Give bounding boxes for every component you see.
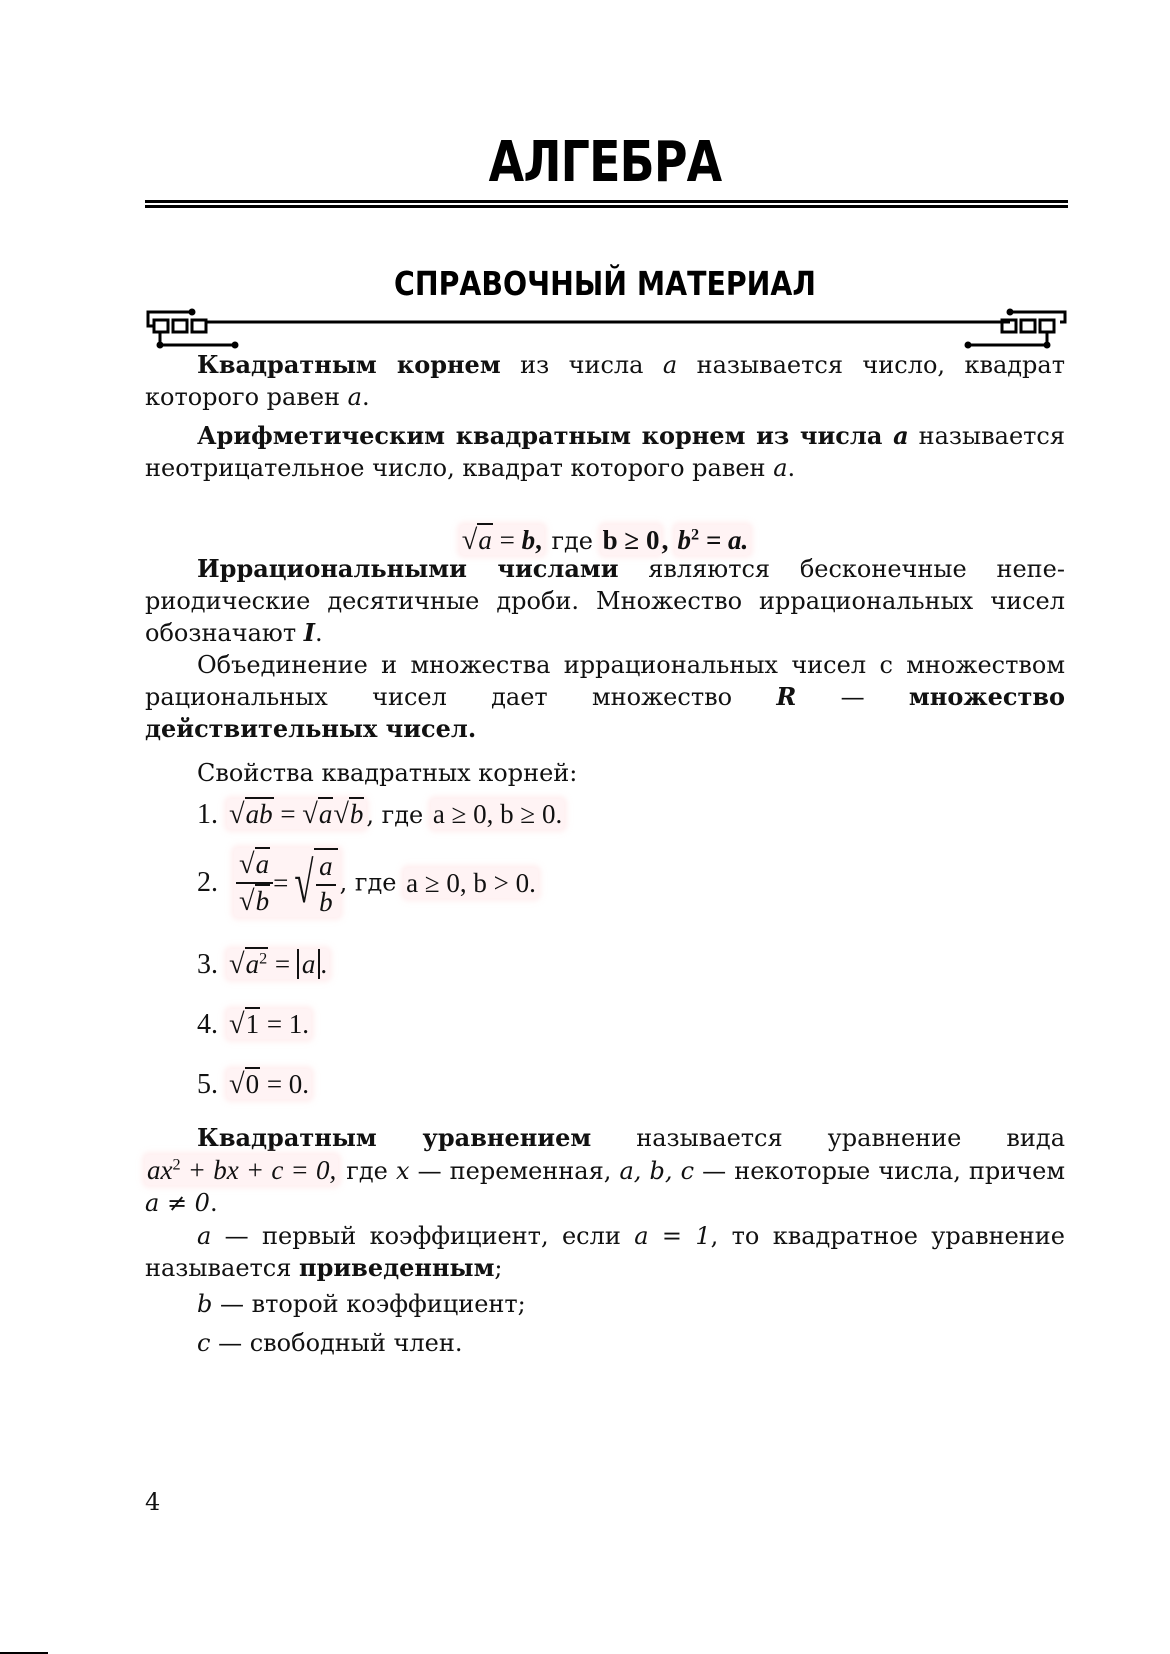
formula-condition-b-nonneg: b ≥ 0 [602,525,660,555]
paragraph-second-coefficient: b — второй коэффициент; [197,1290,526,1318]
paragraph-first-coefficient: a — первый коэффициент, если a = 1, то квадратное уравнение называется приведенным; [145,1222,1065,1282]
ornamental-divider [140,308,1070,354]
section-title: СПРАВОЧНЫЙ МАТЕРИАЛ [394,264,816,303]
formula-condition-b-squared: $b^2 = a$. [677,525,749,555]
term-square-root: Квадратным корнем [197,350,501,379]
sqrt-of-fraction: √ $\frac{a}{b}$ [288,848,337,917]
formula-sqrt-a-eq-b: √a = b, [461,525,542,556]
property-2: 2. $\frac{√a}{√b}$ = √ $\frac{a}{b}$ , где a ≥ 0, b > 0. [197,848,536,917]
paragraph-real-numbers: Объединение и множества иррациональных чисел с множеством рациональных чисел дает множество R — множество действительных чисел. [145,651,1065,743]
formula-quadratic: $ax^2$ + bx + c = 0, [147,1155,337,1185]
ornament-right [968,312,1065,345]
term-arithmetic-root: Арифметическим квадратным корнем из числа [197,421,894,450]
property-3: 3. $√a^2 = a$ . [197,949,328,980]
rule-line-top [145,200,1068,203]
term-reduced: приведенным [299,1253,495,1282]
absolute-value: a [297,949,321,979]
property-1: 1. √ab = √a√b , где a ≥ 0, b ≥ 0. [197,799,563,830]
term-irrational-numbers: Иррациональными числами [197,554,619,583]
chapter-title: АЛГЕБРА [488,130,722,195]
paragraph-quadratic-equation: Квадратным уравнением называется уравнение вида $ax^2$ + bx + c = 0, где x — переменная, a, b, c — некоторые числа, причем a ≠ 0. [145,1123,1066,1217]
rule-line-bottom [145,205,1068,208]
title-double-rule [145,200,1068,209]
paragraph-square-root-definition: Квадратным корнем из числа a называется число, квадрат которого равен a. [145,350,1066,411]
term-quadratic-equation: Квадратным уравнением [197,1123,592,1152]
paragraph-arithmetic-root-definition: Арифметическим квадратным корнем из числа a называется неотрицательное число, квадрат которого равен a. [145,421,1066,482]
property-4: 4. √1 = 1. [197,1009,310,1040]
properties-heading: Свойства квадратных корней: [197,759,578,787]
ornament-left [148,312,235,345]
term-real-numbers: множество действительных чисел. [145,682,1065,743]
fraction-sqrt-a-over-sqrt-b: $\frac{√a}{√b}$ [236,849,273,917]
property-5: 5. √0 = 0. [197,1069,310,1100]
page-number: 4 [145,1488,161,1516]
paragraph-irrational-numbers: Иррациональными числами являются бесконечные непериодические десятичные дроби. Множество иррациональных чисел обозначают I. [145,554,1065,647]
formula-root-definition: √a = b, где b ≥ 0, $b^2 = a$. [461,525,749,556]
paragraph-free-term: c — свободный член. [197,1329,463,1357]
